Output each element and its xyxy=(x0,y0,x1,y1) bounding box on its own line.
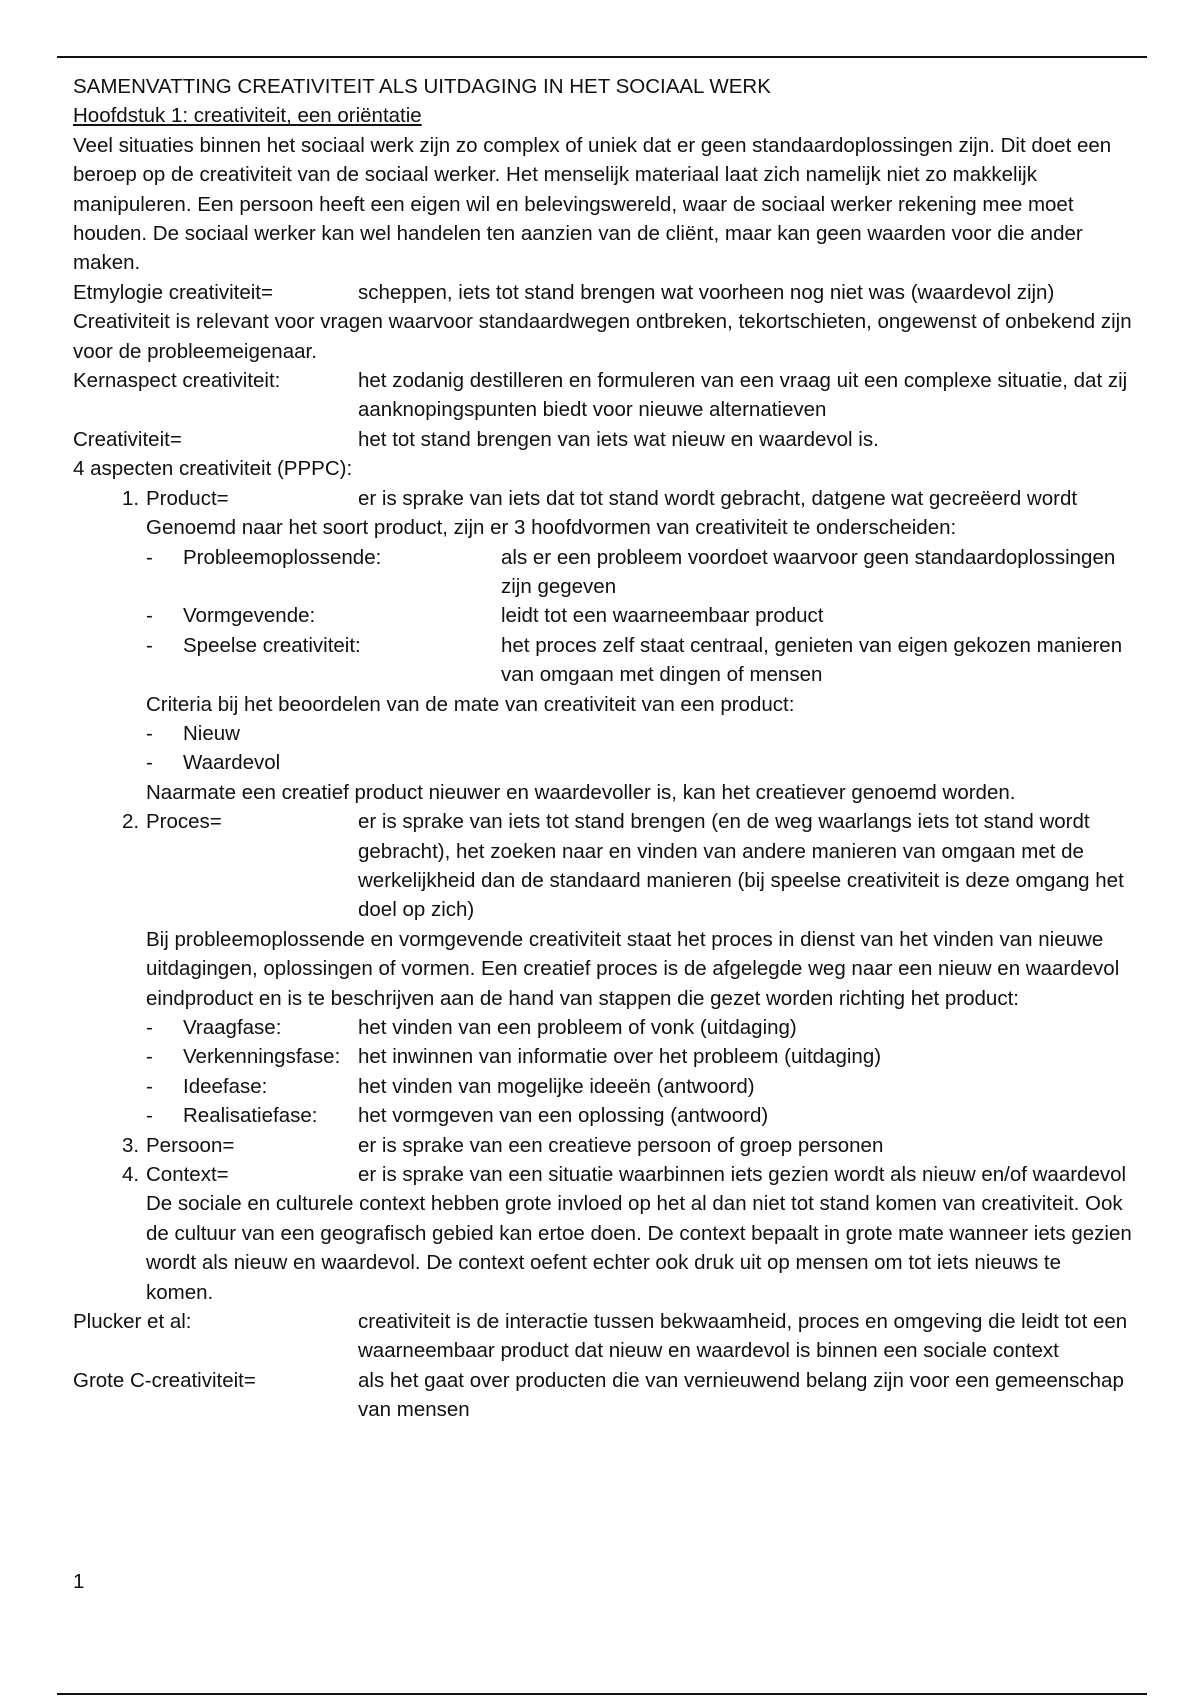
phase-label: Ideefase: xyxy=(183,1074,268,1098)
list-item: - Verkenningsfase: het inwinnen van informatie over het probleem (uitdaging) xyxy=(73,1042,1133,1071)
aspect-label: Product= xyxy=(146,486,229,510)
big-c-value: als het gaat over producten die van vernieuwend belang zijn voor een gemeenschap van mensen xyxy=(358,1368,1124,1422)
aspect-label: Proces= xyxy=(146,810,222,834)
form-label: Probleemoplossende: xyxy=(183,545,382,569)
list-item: - Vraagfase: het vinden van een probleem of vonk (uitdaging) xyxy=(73,1013,1133,1042)
process-paragraph: Bij probleemoplossende en vormgevende creativiteit staat het proces in dienst van het vinden van nieuwe uitdagingen, oplossingen of vormen. Een creatief proces is de afgelegde weg naar een nieuw en waardevol eindproduct en is te beschrijven aan de hand van stappen die gezet worden richting het product: xyxy=(146,927,1120,1010)
list-item: - Speelse creativiteit: het proces zelf staat centraal, genieten van eigen gekozen manieren van omgaan met dingen of mensen xyxy=(73,631,1133,690)
bottom-rule xyxy=(57,1693,1147,1695)
definition-label: Creativiteit= xyxy=(73,427,182,451)
plucker-row xyxy=(73,1307,1133,1366)
aspect-value: er is sprake van iets dat tot stand wordt gebracht, datgene wat gecreëerd wordt xyxy=(358,486,1078,510)
list-item: - Nieuw xyxy=(73,719,1133,748)
aspect-process xyxy=(73,807,1133,925)
form-value: leidt tot een waarneembaar product xyxy=(501,604,824,628)
aspect-number: 1. xyxy=(122,486,140,510)
document-title: SAMENVATTING CREATIVITEIT ALS UITDAGING IN HET SOCIAAL WERK xyxy=(73,75,771,98)
list-item: - Realisatiefase: het vormgeven van een oplossing (antwoord) xyxy=(73,1101,1133,1130)
intro-paragraph: Veel situaties binnen het sociaal werk zijn zo complex of uniek dat er geen standaardoplossingen zijn. Dit doet een beroep op de creativiteit van de sociaal werker. Het menselijk materiaal laat zich namelijk niet zo makkelijk manipuleren. Een persoon heeft een eigen wil en belevingswereld, waar de sociaal werker rekening mee moet houden. De sociaal werker kan wel handelen ten aanzien van de cliënt, maar kan geen waarden voor die ander maken. xyxy=(73,133,1112,275)
core-label: Kernaspect creativiteit: xyxy=(73,369,281,393)
aspect-product xyxy=(73,484,1133,513)
core-value: het zodanig destilleren en formuleren van een vraag uit een complexe situatie, dat zij aanknopingspunten biedt voor nieuwe alternatieven xyxy=(358,369,1128,422)
aspect-number: 4. xyxy=(122,1163,140,1187)
criterion: Nieuw xyxy=(183,721,240,745)
phase-value: het vormgeven van een oplossing (antwoord) xyxy=(358,1104,769,1128)
etymology-label: Etmylogie creativiteit= xyxy=(73,280,273,304)
phase-value: het inwinnen van informatie over het probleem (uitdaging) xyxy=(358,1045,882,1069)
criteria-outro: Naarmate een creatief product nieuwer en waardevoller is, kan het creatiever genoemd worden. xyxy=(146,780,1016,804)
big-c-row xyxy=(73,1366,1133,1425)
context-paragraph: De sociale en culturele context hebben grote invloed op het al dan niet tot stand komen van creativiteit. Ook de cultuur van een geografisch gebied kan ertoe doen. De context bepaalt in grote mate wanneer iets gezien wordt als nieuw en waardevol. De context oefent echter ook druk uit op mensen om tot iets nieuws te komen. xyxy=(146,1192,1132,1304)
phase-value: het vinden van mogelijke ideeën (antwoord) xyxy=(358,1074,755,1098)
aspect-label: Persoon= xyxy=(146,1133,235,1157)
phase-value: het vinden van een probleem of vonk (uitdaging) xyxy=(358,1016,797,1039)
phase-label: Vraagfase: xyxy=(183,1016,282,1039)
definition-value: het tot stand brengen van iets wat nieuw en waardevol is. xyxy=(358,427,879,451)
criteria-intro: Criteria bij het beoordelen van de mate van creativiteit van een product: xyxy=(146,692,795,716)
phase-label: Verkenningsfase: xyxy=(183,1045,341,1069)
phase-label: Realisatiefase: xyxy=(183,1104,318,1128)
etymology-row xyxy=(73,278,1133,307)
list-item: - Ideefase: het vinden van mogelijke ideeën (antwoord) xyxy=(73,1072,1133,1101)
aspects-heading: 4 aspecten creativiteit (PPPC): xyxy=(73,457,353,481)
document-body xyxy=(73,72,1133,1425)
list-item: - Waardevol xyxy=(73,748,1133,777)
form-value: het proces zelf staat centraal, genieten van eigen gekozen manieren van omgaan met dingen of mensen xyxy=(501,633,1123,687)
etymology-value: scheppen, iets tot stand brengen wat voorheen nog niet was (waardevol zijn) xyxy=(358,280,1055,304)
aspect-value: er is sprake van een creatieve persoon of groep personen xyxy=(358,1133,884,1157)
top-rule xyxy=(57,56,1147,58)
relevance-paragraph: Creativiteit is relevant voor vragen waarvoor standaardwegen ontbreken, tekortschieten, ongewenst of onbekend zijn voor de probleemeigenaar. xyxy=(73,310,1132,363)
aspect-number: 3. xyxy=(122,1133,140,1157)
definition-row xyxy=(73,425,1133,454)
plucker-label: Plucker et al: xyxy=(73,1310,192,1334)
form-label: Speelse creativiteit: xyxy=(183,633,361,657)
plucker-value: creativiteit is de interactie tussen bekwaamheid, proces en omgeving die leidt tot een waarneembaar product dat nieuw en waardevol is binnen een sociale context xyxy=(358,1310,1128,1363)
aspect-value: er is sprake van iets tot stand brengen (en de weg waarlangs iets tot stand wordt gebracht), het zoeken naar en vinden van andere manieren van omgaan met de werkelijkheid dan de standaard manieren (bij speelse creativiteit is deze omgang het doel op zich) xyxy=(358,810,1124,922)
aspect-value: er is sprake van een situatie waarbinnen iets gezien wordt als nieuw en/of waardevol xyxy=(358,1163,1127,1187)
aspect-person xyxy=(73,1131,1133,1160)
criterion: Waardevol xyxy=(183,751,281,775)
list-item: - Probleemoplossende: als er een probleem voordoet waarvoor geen standaardoplossingen zijn gegeven xyxy=(73,543,1133,602)
aspect-number: 2. xyxy=(122,810,140,834)
form-value: als er een probleem voordoet waarvoor geen standaardoplossingen zijn gegeven xyxy=(501,545,1116,598)
core-row xyxy=(73,366,1133,425)
forms-intro: Genoemd naar het soort product, zijn er 3 hoofdvormen van creativiteit te onderscheiden: xyxy=(146,516,957,540)
chapter-heading: Hoofdstuk 1: creativiteit, een oriëntatie xyxy=(73,104,422,128)
big-c-label: Grote C-creativiteit= xyxy=(73,1368,256,1392)
aspect-context xyxy=(73,1160,1133,1189)
form-label: Vormgevende: xyxy=(183,604,316,628)
list-item: - Vormgevende: leidt tot een waarneembaar product xyxy=(73,601,1133,630)
page-number: 1 xyxy=(73,1570,85,1593)
aspect-label: Context= xyxy=(146,1163,229,1187)
